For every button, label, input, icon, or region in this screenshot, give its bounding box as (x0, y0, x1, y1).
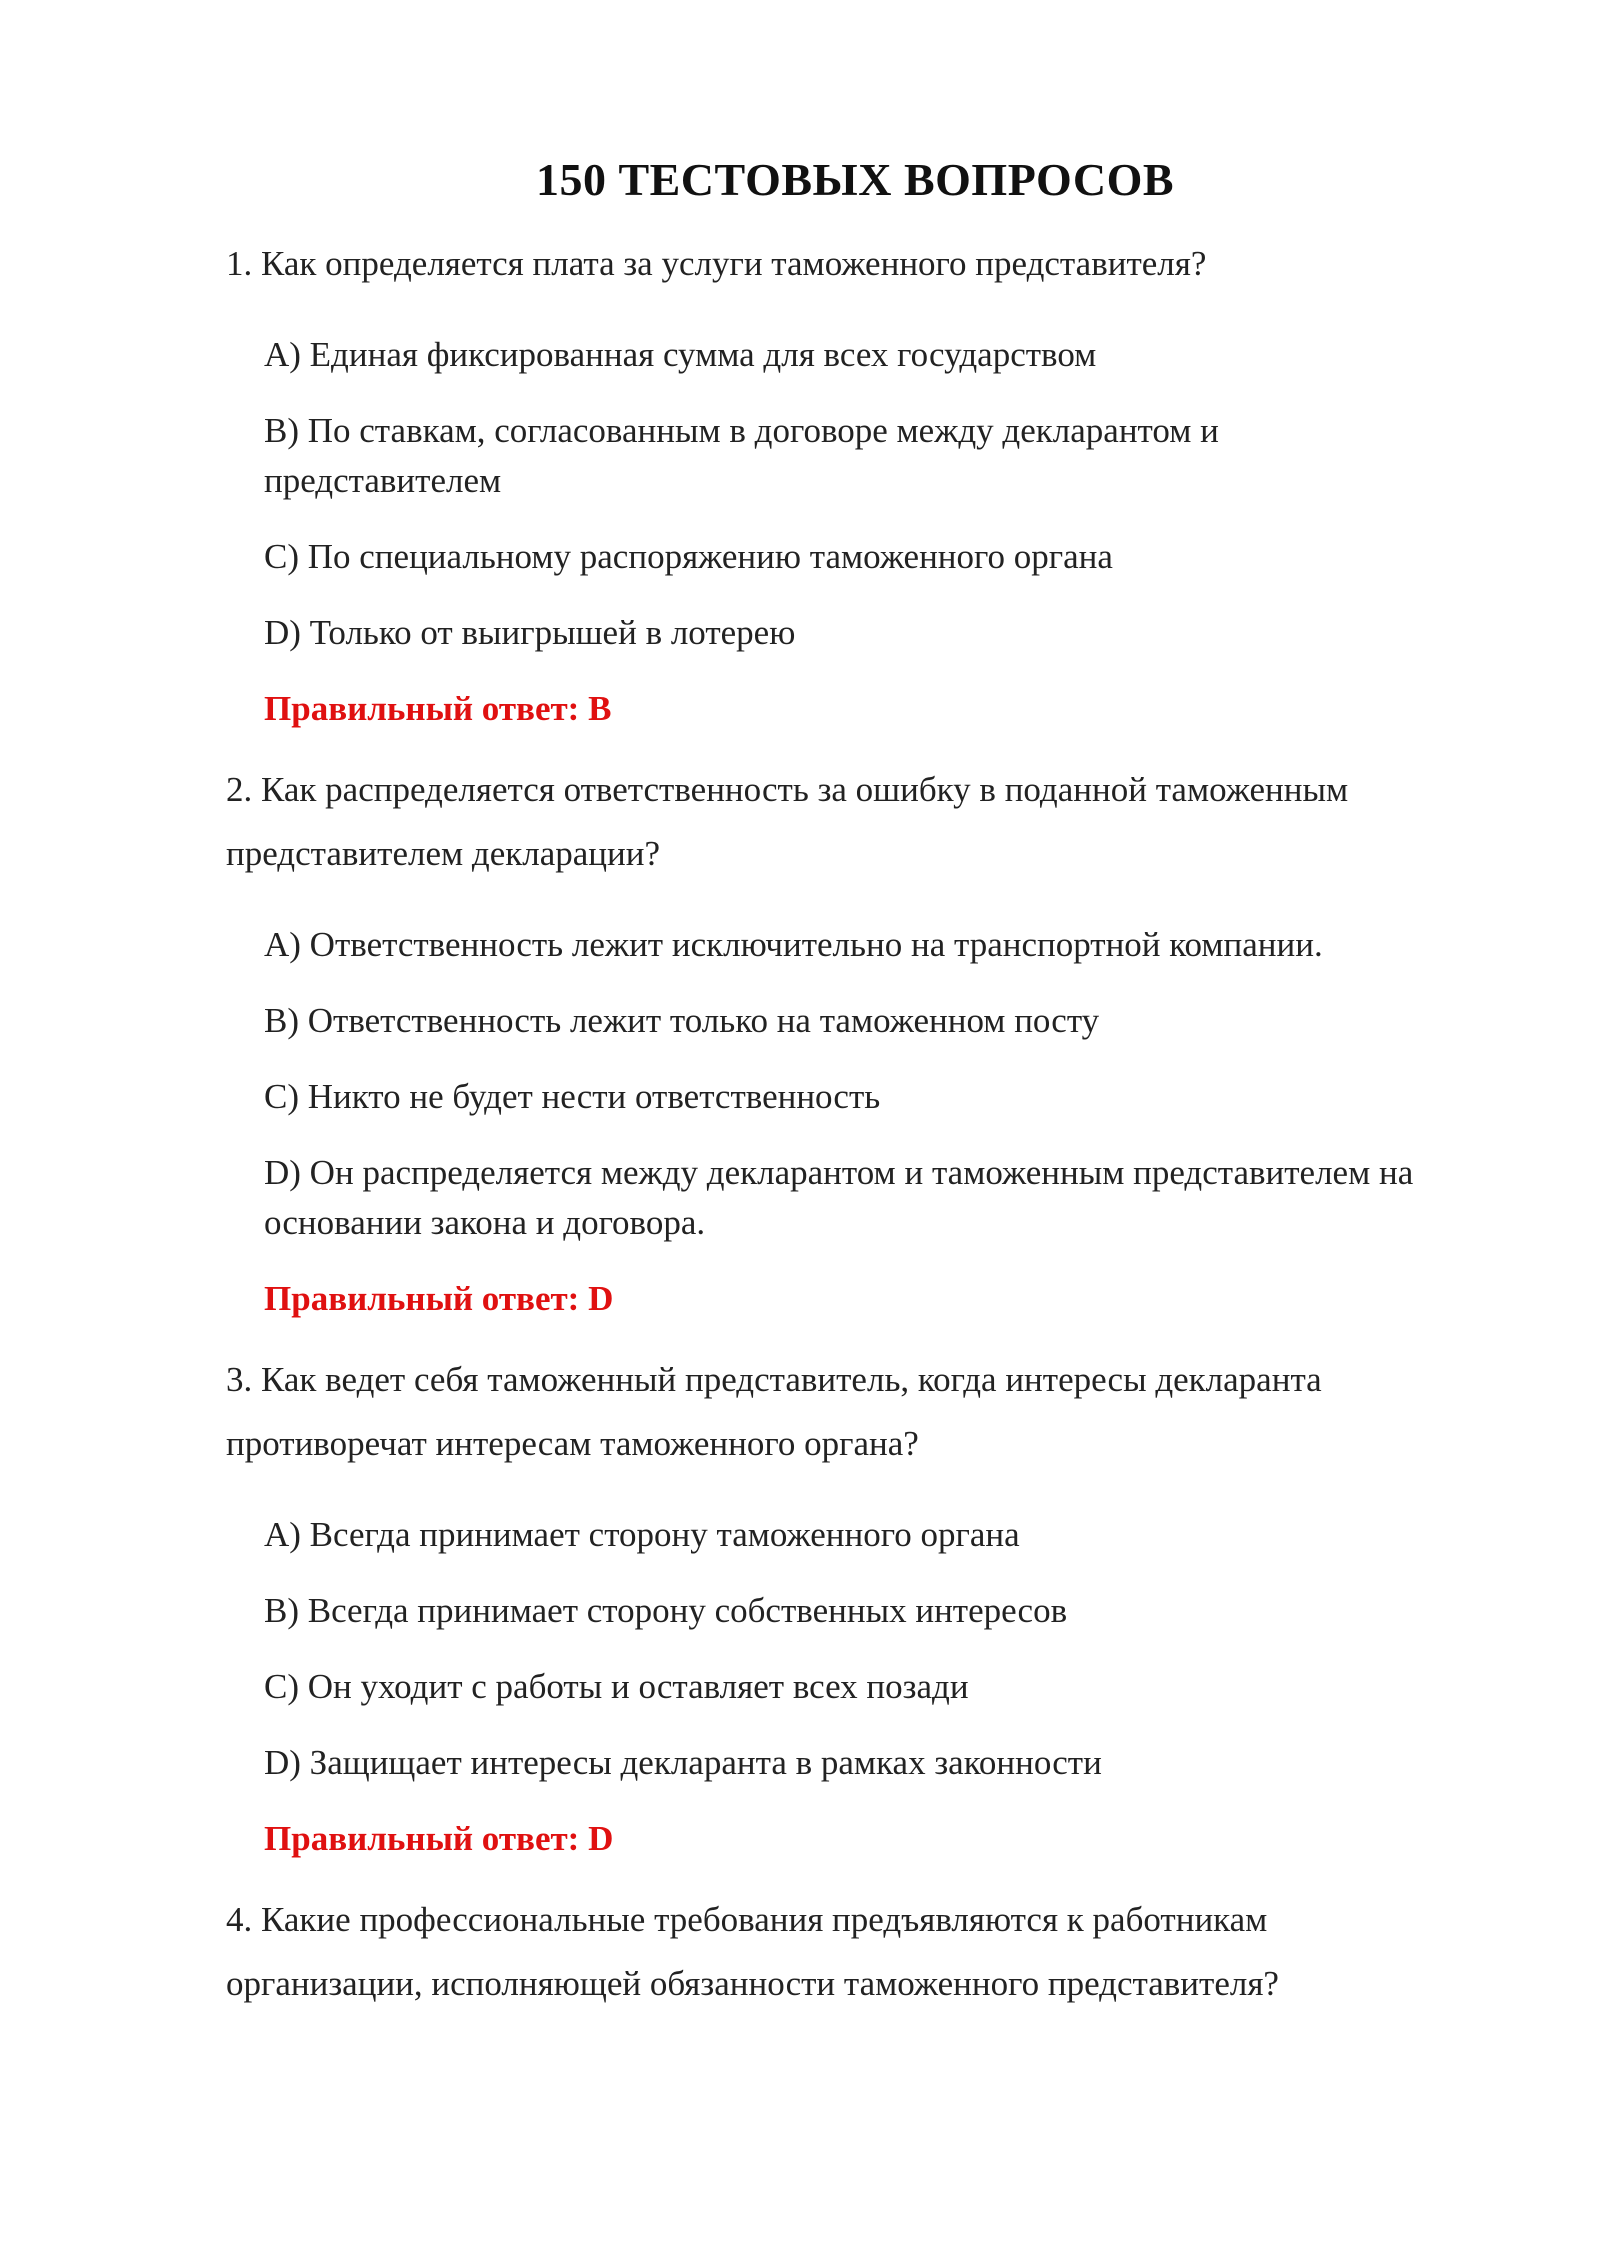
question-4-text: 4. Какие профессиональные требования предъявляются к работникам организации, исполняющей обязанности таможенного представителя? (226, 1900, 1279, 2003)
question-1-option-d: D) Только от выигрышей в лотерею (264, 613, 796, 652)
question-3-option-a: A) Всегда принимает сторону таможенного органа (264, 1515, 1020, 1554)
question-1-option-a: A) Единая фиксированная сумма для всех государством (264, 335, 1097, 374)
document-title: 150 ТЕСТОВЫХ ВОПРОСОВ (535, 154, 1175, 205)
question-1-correct-answer: Правильный ответ: B (264, 689, 612, 728)
question-3-correct-answer: Правильный ответ: D (264, 1819, 614, 1858)
question-3-text: 3. Как ведет себя таможенный представитель, когда интересы декларанта противоречат интересам таможенного органа? (226, 1360, 1322, 1463)
question-1-option-b: B) По ставкам, согласованным в договоре между декларантом и представителем (264, 411, 1219, 500)
question-3-option-c: C) Он уходит с работы и оставляет всех позади (264, 1667, 969, 1706)
question-2-option-d: D) Он распределяется между декларантом и таможенным представителем на основании закона и договора. (264, 1153, 1414, 1242)
question-3-option-b: B) Всегда принимает сторону собственных интересов (264, 1591, 1068, 1630)
question-1-text: 1. Как определяется плата за услуги таможенного представителя? (226, 244, 1207, 283)
question-1-option-c: C) По специальному распоряжению таможенного органа (264, 537, 1113, 576)
question-2-option-b: B) Ответственность лежит только на таможенном посту (264, 1001, 1100, 1040)
question-2-correct-answer: Правильный ответ: D (264, 1279, 614, 1318)
question-2-option-c: C) Никто не будет нести ответственность (264, 1077, 881, 1116)
question-2-text: 2. Как распределяется ответственность за ошибку в поданной таможенным представителем декларации? (226, 770, 1349, 873)
question-2-option-a: A) Ответственность лежит исключительно на транспортной компании. (264, 925, 1323, 964)
question-3-option-d: D) Защищает интересы декларанта в рамках законности (264, 1743, 1102, 1782)
